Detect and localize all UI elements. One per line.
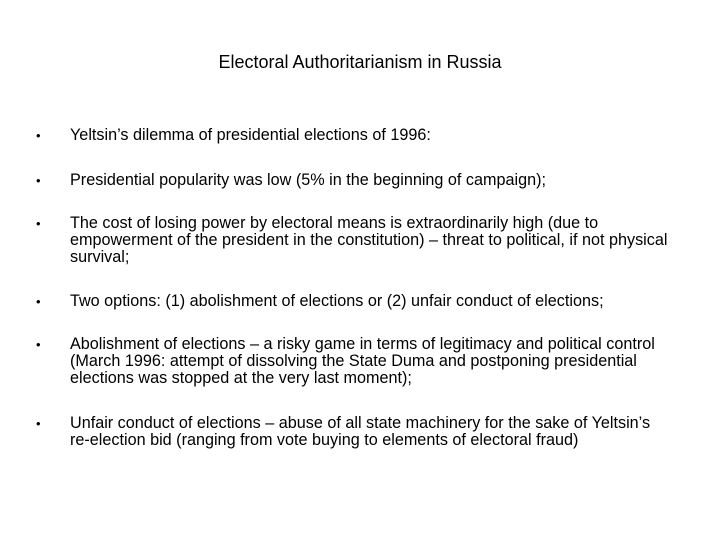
bullet-text: Yeltsin’s dilemma of presidential elections of 1996: <box>70 126 431 144</box>
slide-title: Electoral Authoritarianism in Russia <box>218 52 502 72</box>
bullet-icon: • <box>36 216 41 231</box>
bullet-icon: • <box>36 173 41 188</box>
bullet-icon: • <box>36 416 41 431</box>
bullet-icon: • <box>36 337 41 352</box>
bullet-text: Presidential popularity was low (5% in the beginning of campaign); <box>70 171 546 189</box>
bullet-icon: • <box>36 128 41 143</box>
bullet-text: Abolishment of elections – a risky game in terms of legitimacy and political control (March 1996: attempt of dissolving the State Duma and postponing presidential elections was stopped at the very last moment); <box>70 335 655 387</box>
bullet-text: Unfair conduct of elections – abuse of all state machinery for the sake of Yeltsin’s re-election bid (ranging from vote buying to elements of electoral fraud) <box>70 414 651 449</box>
bullet-icon: • <box>36 294 41 309</box>
bullet-text: The cost of losing power by electoral means is extraordinarily high (due to empowerment of the president in the constitution) – threat to political, if not physical survival; <box>70 214 668 266</box>
bullet-text: Two options: (1) abolishment of elections or (2) unfair conduct of elections; <box>70 292 604 310</box>
